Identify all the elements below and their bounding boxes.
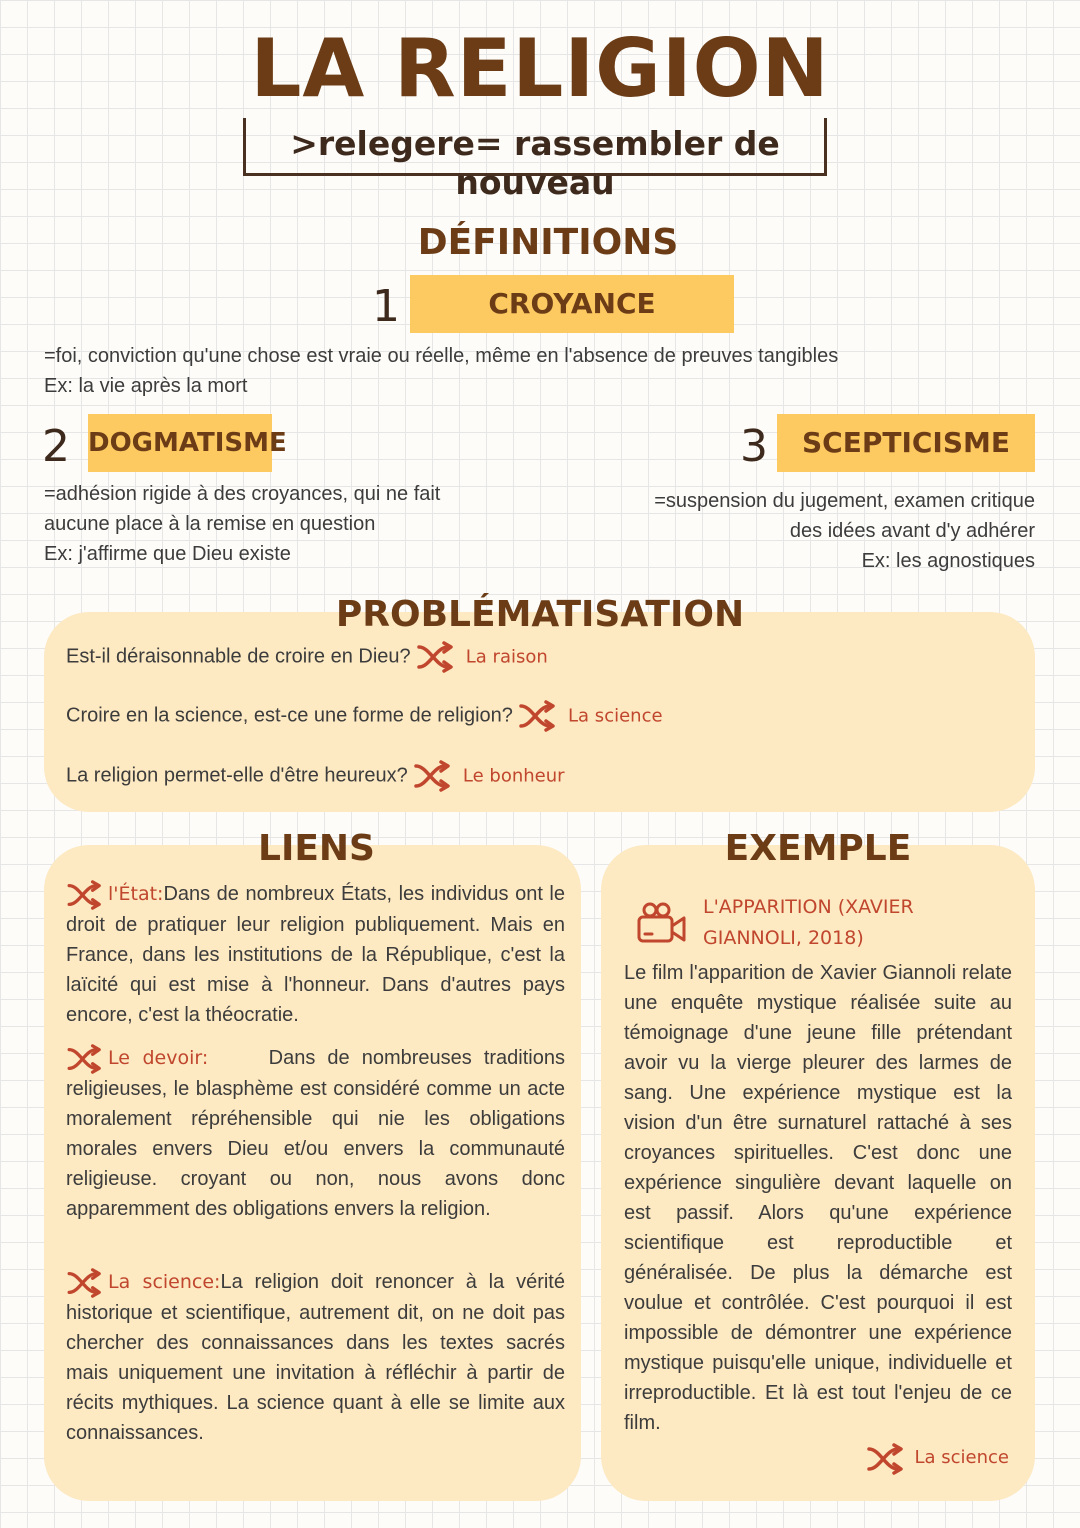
croyance-example: Ex: la vie après la mort	[44, 375, 248, 397]
subtitle: >relegere= rassembler de nouveau	[290, 124, 780, 202]
problem-tag: Le bonheur	[462, 765, 565, 787]
problem-item	[66, 760, 565, 792]
croyance-number: 1	[372, 281, 400, 332]
problem-item	[66, 700, 663, 732]
lien-etat	[66, 879, 565, 1030]
lien-science-head: La science:	[108, 1271, 221, 1293]
lien-science	[66, 1267, 565, 1448]
shuffle-arrow-icon	[416, 641, 460, 673]
lien-science-text: La religion doit renoncer à la vérité historique et scientifique, autrement dit, on ne doit pas chercher des connaissances dans les textes sacrés mais uniquement une invitation à réfléchir à partir de récits mythiques. La science quant à elle se limite aux connaissances.	[66, 1271, 565, 1444]
film-title: L'APPARITION (XAVIER GIANNOLI, 2018)	[703, 896, 914, 949]
exemple-heading: EXEMPLE	[724, 828, 912, 869]
scepticisme-number: 3	[740, 421, 768, 472]
definitions-heading: DÉFINITIONS	[417, 222, 679, 263]
dogmatisme-line2: aucune place à la remise en question	[44, 513, 376, 535]
problem-question: Est-il déraisonnable de croire en Dieu?	[66, 645, 411, 668]
liens-heading: LIENS	[258, 828, 375, 869]
shuffle-arrow-icon	[66, 880, 108, 910]
scepticisme-line2: des idées avant d'y adhérer	[789, 520, 1035, 542]
exemple-tag: La science	[914, 1447, 1009, 1469]
lien-devoir-head: Le devoir:	[108, 1047, 209, 1069]
problem-question: Croire en la science, est-ce une forme de religion?	[66, 704, 513, 727]
scepticisme-line1: =suspension du jugement, examen critique	[654, 490, 1035, 512]
exemple-tag-row	[866, 1443, 1009, 1475]
croyance-definition: =foi, conviction qu'une chose est vraie ou réelle, même en l'absence de preuves tangibles	[44, 345, 839, 367]
problematisation-heading: PROBLÉMATISATION	[335, 594, 745, 635]
problem-tag: La science	[568, 705, 663, 727]
shuffle-arrow-icon	[866, 1443, 910, 1475]
croyance-label: CROYANCE	[410, 275, 734, 333]
problem-tag: La raison	[465, 646, 548, 668]
problem-question: La religion permet-elle d'être heureux?	[66, 764, 408, 787]
dogmatisme-example: Ex: j'affirme que Dieu existe	[44, 543, 291, 565]
problem-item	[66, 641, 548, 673]
page-title: LA RELIGION	[250, 22, 830, 115]
scepticisme-label: SCEPTICISME	[777, 414, 1035, 472]
lien-etat-head: l'État:	[108, 883, 164, 905]
shuffle-arrow-icon	[518, 700, 562, 732]
lien-devoir-text: Dans de nombreuses traditions religieuses, le blasphème est considéré comme un acte moralement répréhensible qui nie les obligations morales envers Dieu et/ou envers la communauté religieuse. croyant ou non, nous avons donc apparemment des obligations envers la religion.	[66, 1047, 565, 1220]
video-camera-icon	[636, 902, 688, 946]
exemple-text: Le film l'apparition de Xavier Giannoli relate une enquête mystique réalisée suite au témoignage d'une jeune fille prétendant avoir vu la vierge pleurer des larmes de sang. Une expérience mystique est la vision d'un être surnaturel rattaché à ses croyances spirituelles. C'est donc une expérience singulière devant laquelle on est passif. Alors qu'une expérience scientifique est reproductible et généralisée. De plus la démarche est voulue et contrôlée. C'est pourquoi il est impossible de démontrer une expérience mystique puisqu'elle unique, individuelle et irreproductible. Et là est tout l'enjeu de ce film.	[624, 962, 1012, 1434]
scepticisme-example: Ex: les agnostiques	[861, 550, 1035, 572]
shuffle-arrow-icon	[66, 1268, 108, 1298]
lien-devoir	[66, 1043, 565, 1224]
lien-etat-text: Dans de nombreux États, les individus ont le droit de pratiquer leur religion publiquement. Mais en France, dans les institutions de la République, c'est la laïcité qui est mise à l'honneur. Dans d'autres pays encore, c'est la théocratie.	[66, 883, 565, 1026]
shuffle-arrow-icon	[413, 760, 457, 792]
dogmatisme-line1: =adhésion rigide à des croyances, qui ne fait	[44, 483, 441, 505]
dogmatisme-label: DOGMATISME	[88, 414, 272, 472]
dogmatisme-number: 2	[42, 421, 70, 472]
shuffle-arrow-icon	[66, 1044, 108, 1074]
